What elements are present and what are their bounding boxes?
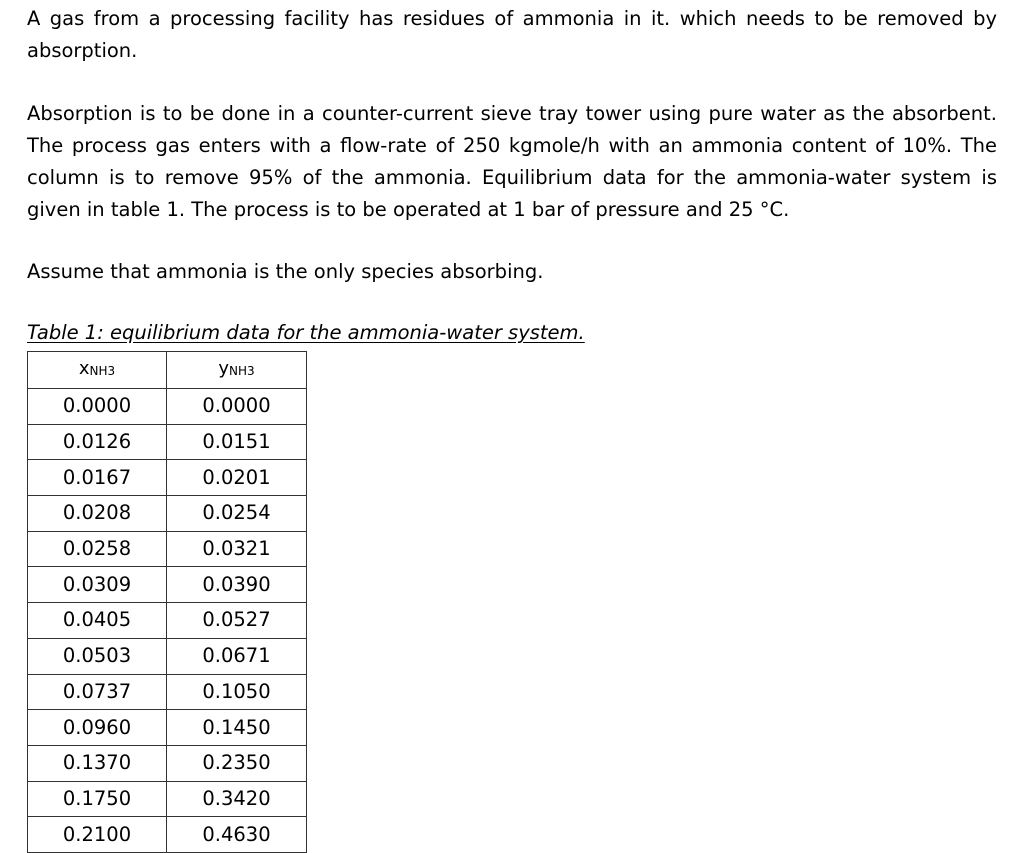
intro-paragraph: A gas from a processing facility has residues of ammonia in it. which needs to be removed by absorption.	[27, 7, 997, 62]
table-row	[28, 745, 307, 781]
y-value: 0.0321	[167, 531, 307, 567]
y-value: 0.2350	[167, 745, 307, 781]
y-value: 0.4630	[167, 817, 307, 853]
x-value: 0.2100	[28, 817, 167, 853]
y-value: 0.3420	[167, 781, 307, 817]
x-value: 0.0167	[28, 460, 167, 496]
header-x-nh3: xNH3	[28, 352, 167, 389]
table-row	[28, 424, 307, 460]
x-value: 0.0309	[28, 567, 167, 603]
y-value: 0.1050	[167, 674, 307, 710]
table-row	[28, 567, 307, 603]
table-row	[28, 496, 307, 532]
table-row	[28, 460, 307, 496]
process-description-paragraph: Absorption is to be done in a counter-current sieve tray tower using pure water as the absorbent. The process gas enters with a flow-rate of 250 kgmole/h with an ammonia content of 10%. The column is to remove 95% of the ammonia. Equilibrium data for the ammonia-water system is given in table 1. The process is to be operated at 1 bar of pressure and 25 °C.	[27, 102, 997, 221]
x-value: 0.1750	[28, 781, 167, 817]
table-row	[28, 817, 307, 853]
y-value: 0.0254	[167, 496, 307, 532]
x-value: 0.0126	[28, 424, 167, 460]
table-caption: Table 1: equilibrium data for the ammonia-water system.	[27, 321, 585, 344]
y-value: 0.1450	[167, 710, 307, 746]
x-value: 0.0960	[28, 710, 167, 746]
table-header-row	[28, 352, 307, 389]
y-value: 0.0151	[167, 424, 307, 460]
header-y-nh3: yNH3	[167, 352, 307, 389]
table-row	[28, 638, 307, 674]
y-value: 0.0527	[167, 603, 307, 639]
y-value: 0.0390	[167, 567, 307, 603]
table-row	[28, 710, 307, 746]
assumption-paragraph: Assume that ammonia is the only species absorbing.	[27, 260, 544, 283]
x-value: 0.0737	[28, 674, 167, 710]
table-row	[28, 781, 307, 817]
x-value: 0.0208	[28, 496, 167, 532]
x-value: 0.0405	[28, 603, 167, 639]
x-value: 0.0258	[28, 531, 167, 567]
x-value: 0.1370	[28, 745, 167, 781]
y-value: 0.0201	[167, 460, 307, 496]
table-row	[28, 389, 307, 425]
table-row	[28, 603, 307, 639]
y-value: 0.0000	[167, 389, 307, 425]
y-value: 0.0671	[167, 638, 307, 674]
x-value: 0.0503	[28, 638, 167, 674]
x-value: 0.0000	[28, 389, 167, 425]
table-row	[28, 531, 307, 567]
table-row	[28, 674, 307, 710]
equilibrium-data-table	[27, 351, 307, 853]
